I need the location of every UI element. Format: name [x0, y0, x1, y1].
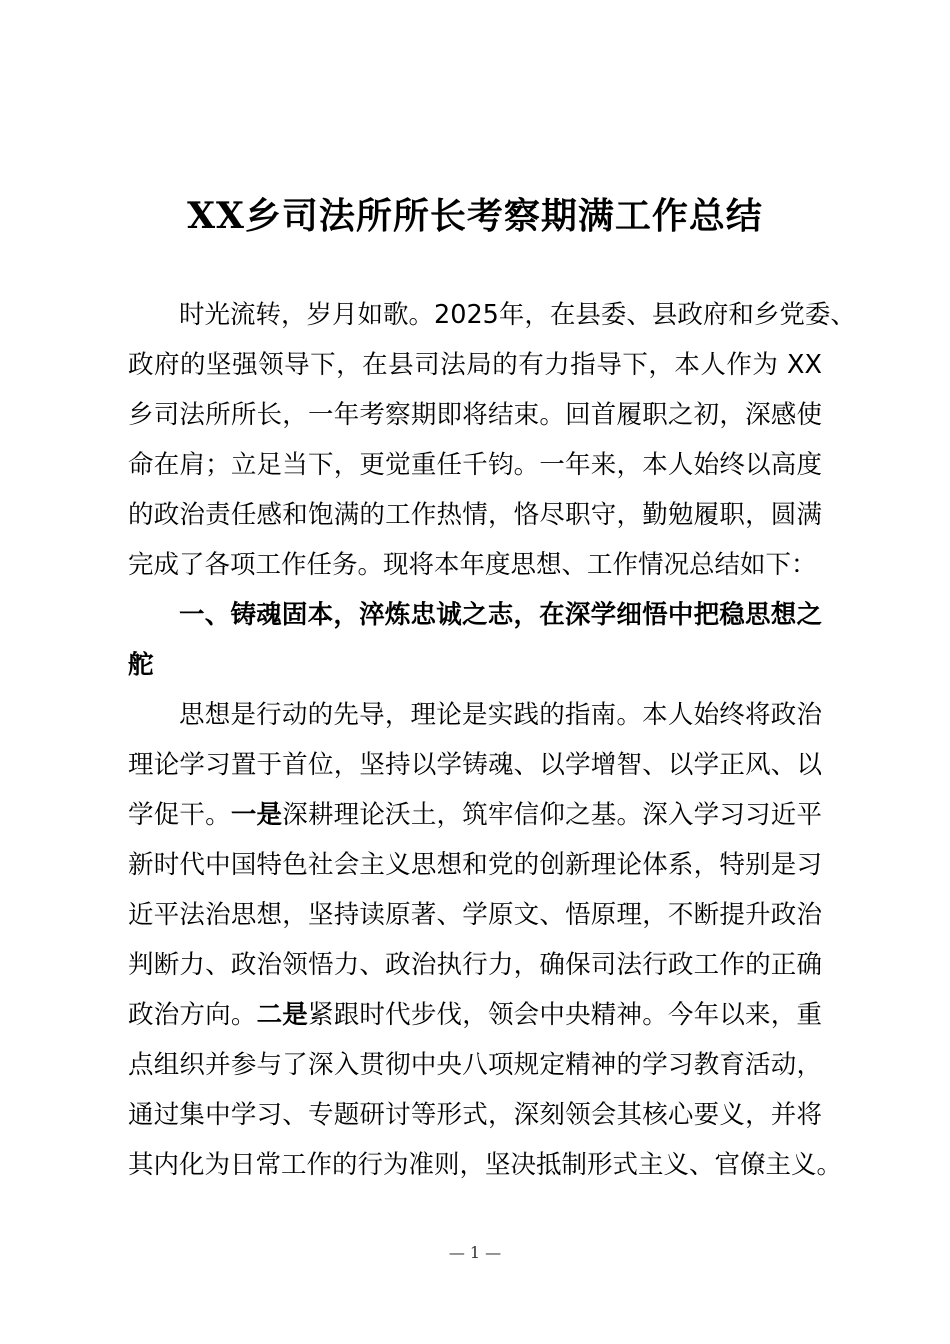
text: 理论学习置于首位，坚持以学铸魂、以学增智、以学正风、以: [128, 750, 822, 780]
text: 时光流转，岁月如歌。2025年，在县委、县政府和乡党委、: [179, 300, 856, 330]
document-title: XX乡司法所所长考察期满工作总结: [187, 195, 763, 237]
text: 判断力、政治领悟力、政治执行力，确保司法行政工作的正确: [128, 950, 822, 980]
text: 紧跟时代步伐，领会中央精神。今年以来，重: [307, 1000, 822, 1030]
text-line: [128, 1040, 822, 1090]
text-line: [128, 840, 822, 890]
text: 政府的坚强领导下，在县司法局的有力指导下，本人作为 XX: [128, 350, 822, 380]
text-line: [128, 990, 822, 1040]
text: 通过集中学习、专题研讨等形式，深刻领会其核心要义，并将: [128, 1100, 822, 1130]
text: 学促干。: [128, 800, 231, 830]
text-line: [128, 1090, 822, 1140]
text: 其内化为日常工作的行为准则，坚决抵制形式主义、官僚主义。: [128, 1150, 843, 1180]
text-line: [128, 740, 822, 790]
text: 的政治责任感和饱满的工作热情，恪尽职守，勤勉履职，圆满: [128, 500, 822, 530]
text-line: [128, 1140, 843, 1190]
text-line: [128, 640, 822, 690]
text: 新时代中国特色社会主义思想和党的创新理论体系，特别是习: [128, 850, 822, 880]
text-line: [128, 340, 822, 390]
text: 思想是行动的先导，理论是实践的指南。本人始终将政治: [179, 700, 822, 730]
text-line: [128, 540, 822, 590]
text: 近平法治思想，坚持读原著、学原文、悟原理，不断提升政治: [128, 900, 822, 930]
text: 乡司法所所长，一年考察期即将结束。回首履职之初，深感使: [128, 400, 822, 430]
bold-text: 一、铸魂固本，淬炼忠诚之志，在深学细悟中把稳思想之: [179, 600, 822, 630]
page-number: — 1 —: [448, 1243, 502, 1262]
text-line: [128, 690, 822, 740]
text: 政治方向。: [128, 1000, 257, 1030]
bold-text: 一是: [230, 800, 283, 830]
document-body: [128, 290, 856, 1190]
text: 点组织并参与了深入贯彻中央八项规定精神的学习教育活动，: [128, 1050, 822, 1080]
text-line: [128, 490, 822, 540]
text-line: [128, 790, 822, 840]
text: 完成了各项工作任务。现将本年度思想、工作情况总结如下：: [128, 550, 817, 580]
text-line: [128, 290, 856, 340]
text-line: [128, 940, 822, 990]
bold-text: 二是: [256, 1000, 308, 1030]
text-line: [128, 440, 822, 490]
text-line: [128, 390, 822, 440]
bold-text: 舵: [128, 650, 154, 680]
text-line: [128, 590, 822, 640]
text-line: [128, 890, 822, 940]
text: 深耕理论沃土，筑牢信仰之基。深入学习习近平: [282, 800, 822, 830]
text: 命在肩；立足当下，更觉重任千钧。一年来，本人始终以高度: [128, 450, 822, 480]
